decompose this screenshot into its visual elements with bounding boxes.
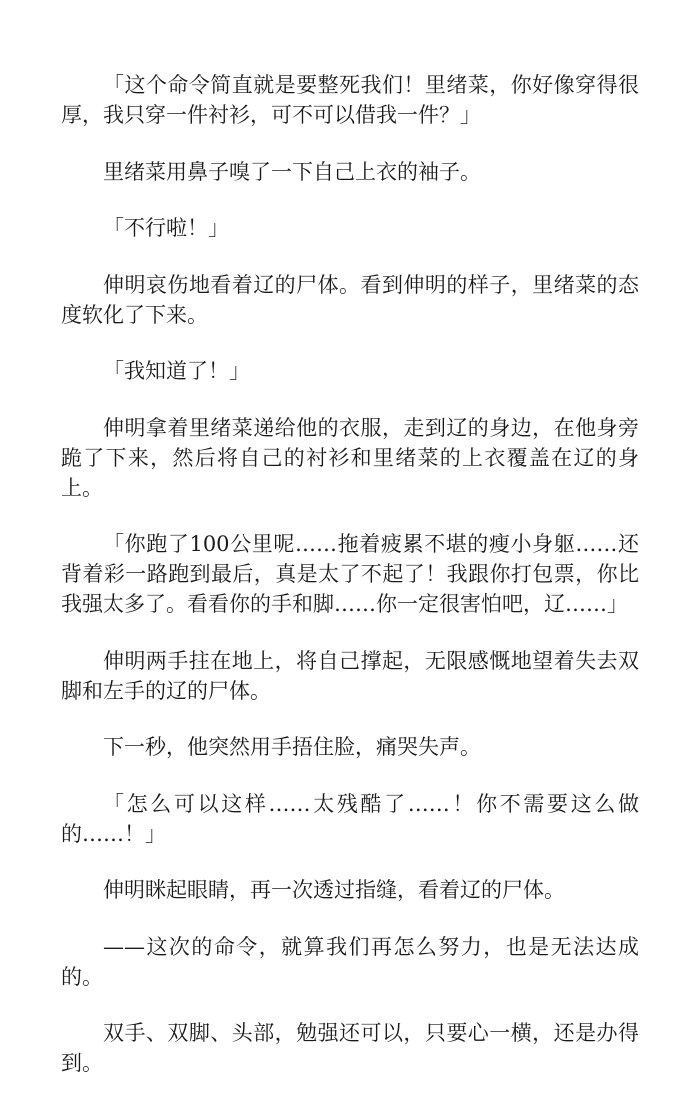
paragraph: 「你跑了100公里呢……拖着疲累不堪的瘦小身躯……还背着彩一路跑到最后，真是太了不起了！我跟你打包票，你比我强太多了。看看你的手和脚……你一定很害怕吧，辽……」 [61, 532, 639, 616]
paragraph: 伸明眯起眼睛，再一次透过指缝，看着辽的尸体。 [103, 878, 565, 902]
paragraph: 里绪菜用鼻子嗅了一下自己上衣的袖子。 [103, 159, 481, 184]
paragraph: 「怎么可以这样……太残酷了……！你不需要这么做的……！」 [61, 791, 639, 846]
paragraph: 下一秒，他突然用手捂住脸，痛哭失声。 [103, 735, 481, 759]
document-page [61, 70, 639, 1105]
paragraph: ——这次的命令，就算我们再怎么努力，也是无法达成的。 [61, 934, 639, 989]
paragraph: 伸明哀伤地看着辽的尸体。看到伸明的样子，里绪菜的态度软化了下来。 [61, 272, 639, 327]
paragraph: 双手、双脚、头部，勉强还可以，只要心一横，还是办得到。 [61, 1021, 639, 1075]
paragraph: 「我知道了！」 [103, 359, 250, 383]
paragraph: 「这个命令简直就是要整死我们！里绪菜，你好像穿得很厚，我只穿一件衬衫，可不可以借我一件？」 [61, 73, 639, 127]
paragraph: 伸明拿着里绪菜递给他的衣服，走到辽的身边，在他身旁跪了下来，然后将自己的衬衫和里绪菜的上衣覆盖在辽的身上。 [61, 415, 639, 500]
paragraph: 伸明两手拄在地上，将自己撑起，无限感慨地望着失去双脚和左手的辽的尸体。 [61, 648, 639, 703]
paragraph: 「不行啦！」 [103, 216, 229, 240]
